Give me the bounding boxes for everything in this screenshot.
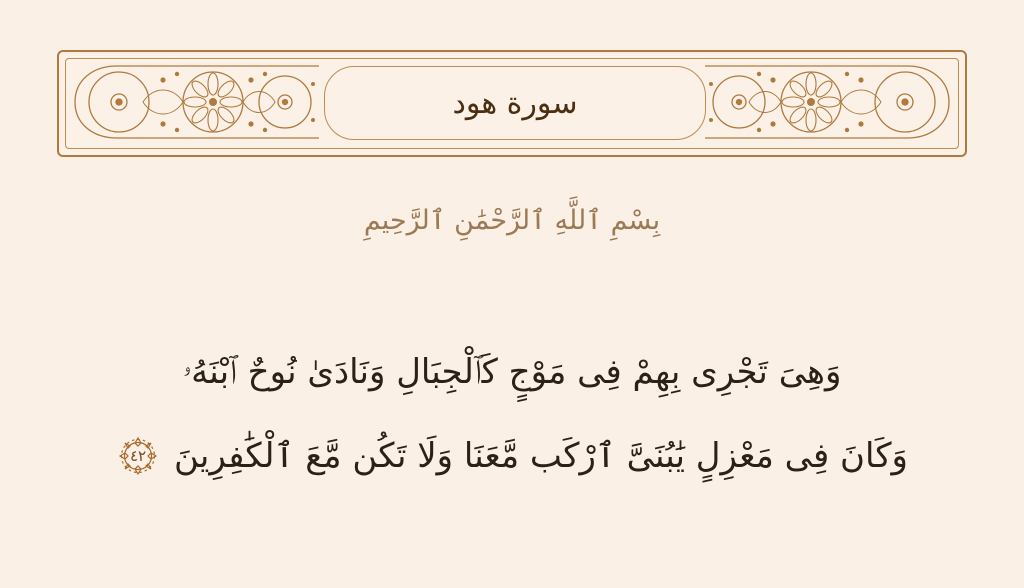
ayah-number: ٤٢ (129, 447, 147, 465)
floral-arabesque-ornament-icon (73, 64, 323, 140)
ayah-line-2: وَكَانَ فِى مَعْزِلٍ يَٰبُنَىَّ ٱرْكَب مَّعَنَا وَلَا تَكُن مَّعَ ٱلْكَٰفِرِينَ (174, 436, 908, 476)
surah-title-panel (324, 66, 706, 140)
basmala-text: بِسْمِ ٱللَّهِ ٱلرَّحْمَٰنِ ٱلرَّحِيمِ (363, 205, 661, 236)
surah-header-banner (57, 50, 967, 157)
ornament-left (73, 64, 323, 140)
ayah-end-rosette-icon (116, 434, 160, 478)
floral-arabesque-ornament-icon (701, 64, 951, 140)
surah-title: سورة هود (452, 85, 578, 121)
ayah-block (60, 330, 964, 498)
ayah-line-2-row (60, 414, 964, 498)
ornament-right (701, 64, 951, 140)
ayah-line-1: وَهِىَ تَجْرِى بِهِمْ فِى مَوْجٍ كَٱلْجِبَالِ وَنَادَىٰ نُوحٌ ٱبْنَهُۥ (182, 352, 842, 392)
